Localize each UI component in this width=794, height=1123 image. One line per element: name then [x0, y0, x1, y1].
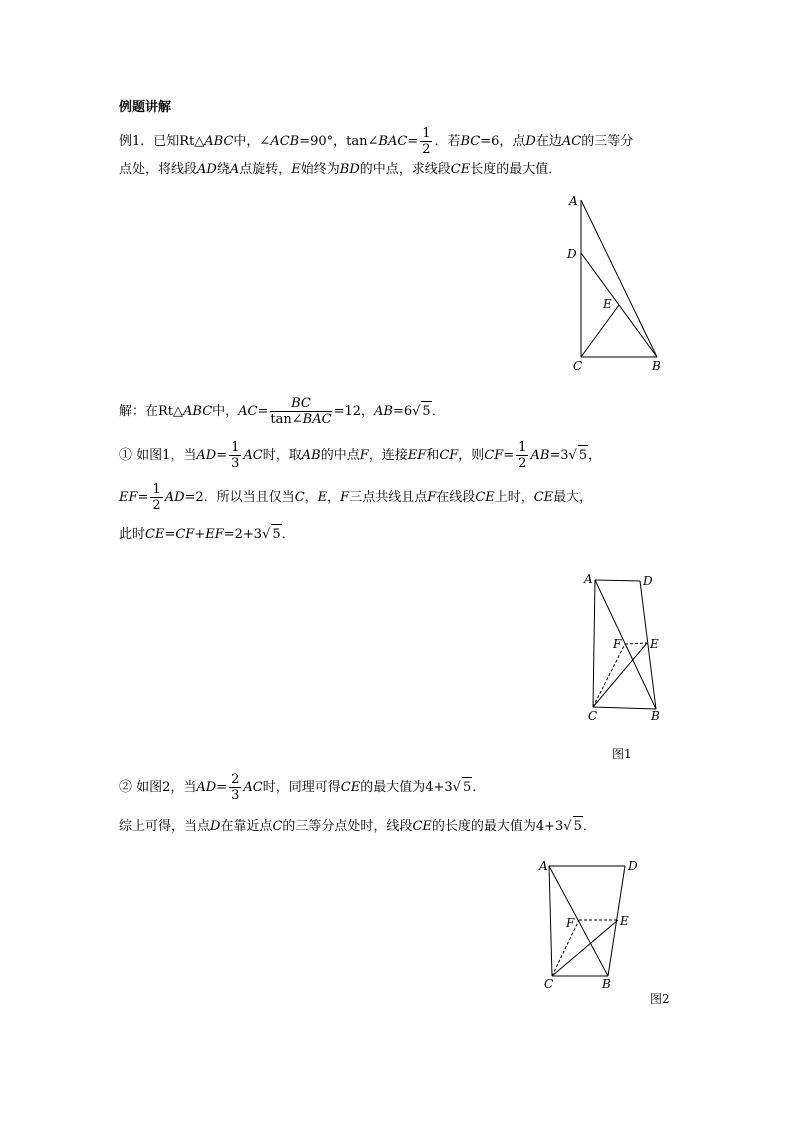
- section-title: 例题讲解: [119, 100, 172, 115]
- text: ① 如图1，当: [119, 448, 197, 463]
- problem-figure: [560, 190, 670, 375]
- text: ，则: [458, 448, 485, 463]
- text: =: [503, 448, 515, 463]
- math-var: E: [291, 162, 301, 177]
- text: 的三等分: [581, 134, 634, 149]
- segment-fe-dashed: [625, 643, 647, 644]
- figure-2: [535, 855, 645, 995]
- math-var: CE: [450, 162, 471, 177]
- segment-ce: [581, 305, 619, 357]
- radical-sign: √: [262, 527, 271, 542]
- math-var: AC: [561, 134, 582, 149]
- math-var: CE: [340, 780, 361, 795]
- denominator: 2: [152, 498, 161, 513]
- text: 的长度的最大值为4+3: [431, 819, 564, 834]
- math-var: EF: [407, 448, 427, 463]
- text: 上时，: [494, 490, 534, 505]
- text: ，: [588, 448, 602, 463]
- numerator: 2: [231, 772, 240, 787]
- label-c: C: [588, 709, 598, 723]
- radicand: 5: [462, 777, 472, 798]
- math-var: AC: [238, 404, 258, 419]
- math-var: C: [294, 490, 305, 505]
- label-e: E: [603, 297, 612, 311]
- fraction-bc-over-tan: [270, 396, 331, 427]
- fraction-one-half: [150, 482, 162, 513]
- label-a: A: [569, 194, 578, 208]
- radical-sign: √: [412, 404, 421, 419]
- figure-1: [580, 570, 670, 725]
- segment-ce: [593, 643, 647, 707]
- math-var: BC: [460, 134, 481, 149]
- math-var: AD: [196, 448, 217, 463]
- label-b: B: [652, 359, 661, 373]
- label-b: B: [651, 709, 660, 723]
- numerator: 1: [518, 440, 527, 455]
- denominator: 3: [231, 788, 240, 803]
- fraction-one-third: [229, 440, 241, 471]
- text: =: [257, 404, 269, 419]
- math-var: CE: [533, 490, 554, 505]
- solution-line: [119, 396, 445, 427]
- math-var: CF: [175, 527, 195, 542]
- denominator: 2: [518, 456, 527, 471]
- math-var: AB: [374, 404, 393, 419]
- fraction-one-half: [516, 440, 528, 471]
- denominator: 3: [231, 456, 240, 471]
- math-var: EF: [205, 527, 224, 542]
- text: =: [164, 527, 176, 542]
- label-b: B: [602, 977, 611, 991]
- text: 解：在Rt△: [119, 404, 184, 419]
- text: 综上可得，当点: [119, 819, 211, 834]
- text: ② 如图2，当: [119, 780, 197, 795]
- math-var: F: [427, 490, 437, 505]
- text: =2．所以当且仅当: [184, 490, 295, 505]
- label-a: A: [539, 859, 548, 873]
- label-d: D: [567, 247, 577, 261]
- conclusion-line: [119, 816, 596, 837]
- math-var: AC: [243, 448, 263, 463]
- math-var: CF: [439, 448, 459, 463]
- numerator: 1: [152, 482, 161, 497]
- math-var: D: [525, 134, 536, 149]
- label-f: F: [566, 916, 575, 930]
- label-c: C: [573, 359, 583, 373]
- radicand: 5: [578, 445, 588, 466]
- math-var: AD: [164, 490, 185, 505]
- math-var: A: [229, 162, 240, 177]
- text: =2+3: [223, 527, 263, 542]
- denominator: [270, 412, 331, 427]
- text: tan∠: [270, 412, 303, 427]
- text: 时，取: [262, 448, 302, 463]
- text: 和: [426, 448, 440, 463]
- text: 绕: [216, 162, 230, 177]
- segment-ac: [549, 866, 552, 976]
- text: 的中点: [320, 448, 360, 463]
- text: =90°，tan∠: [299, 134, 379, 149]
- math-var: ABC: [183, 404, 213, 419]
- text: ．若: [434, 134, 461, 149]
- text: 的中点，求线段: [359, 162, 451, 177]
- text: ．: [431, 404, 445, 419]
- math-var: CE: [475, 490, 495, 505]
- math-var: AD: [197, 162, 217, 177]
- text: 在靠近点: [220, 819, 273, 834]
- math-var: E: [317, 490, 328, 505]
- math-var: BD: [339, 162, 360, 177]
- text: =: [216, 780, 228, 795]
- math-var: EF: [119, 490, 138, 505]
- text: ，连接: [368, 448, 408, 463]
- label-a: A: [584, 572, 593, 586]
- math-var: CE: [145, 527, 165, 542]
- text: ．: [472, 780, 486, 795]
- math-var: AD: [196, 780, 217, 795]
- text: ．: [582, 819, 596, 834]
- math-var: ABC: [204, 134, 234, 149]
- problem-line-1: [119, 126, 633, 157]
- text: 点处，将线段: [119, 162, 198, 177]
- math-var: F: [359, 448, 369, 463]
- text: 例1．已知Rt△: [119, 134, 205, 149]
- segment-ac: [593, 580, 595, 707]
- figure-2-caption: 图2: [650, 992, 670, 1006]
- text: 中，: [212, 404, 239, 419]
- math-var: ACB: [270, 134, 300, 149]
- text: 的最大值为4+3: [360, 780, 453, 795]
- radicand: 5: [421, 401, 431, 422]
- label-e: E: [650, 637, 659, 651]
- text: 的三等分点处时，线段: [282, 819, 413, 834]
- case1-line-3: [119, 524, 295, 545]
- figure-1-caption: 图1: [612, 747, 632, 761]
- label-e: E: [620, 914, 629, 928]
- radical-sign: √: [568, 448, 577, 463]
- text: =: [216, 448, 228, 463]
- case1-line-2: [119, 482, 592, 513]
- numerator: 1: [422, 126, 431, 141]
- label-d: D: [643, 574, 653, 588]
- radicand: 5: [271, 524, 281, 545]
- math-var: CF: [484, 448, 504, 463]
- radical-sign: √: [452, 780, 461, 795]
- fraction-one-half: [420, 126, 432, 157]
- text: 三点共线且点: [349, 490, 428, 505]
- text: 时，同理可得: [262, 780, 341, 795]
- math-var: F: [340, 490, 350, 505]
- text: 中，∠: [233, 134, 271, 149]
- text: ．: [281, 527, 295, 542]
- math-var: BAC: [302, 412, 332, 427]
- math-var: CE: [412, 819, 432, 834]
- segment-ab: [595, 580, 656, 709]
- math-var: D: [210, 819, 221, 834]
- text: 此时: [119, 527, 146, 542]
- numerator: 1: [231, 440, 240, 455]
- radical-sign: √: [563, 819, 572, 834]
- text: 长度的最大值．: [470, 162, 562, 177]
- text: =3: [549, 448, 569, 463]
- case2-line: [119, 772, 485, 803]
- text: ，: [304, 490, 318, 505]
- math-var: AB: [301, 448, 321, 463]
- text: =: [137, 490, 149, 505]
- text: ，: [327, 490, 341, 505]
- segment-ab: [581, 200, 657, 357]
- text: 在边: [535, 134, 562, 149]
- segment-ad: [595, 580, 640, 581]
- text: =: [407, 134, 419, 149]
- problem-line-2: [119, 160, 561, 180]
- radicand: 5: [573, 816, 583, 837]
- math-var: BAC: [378, 134, 408, 149]
- segment-cb: [593, 707, 656, 709]
- label-c: C: [544, 977, 554, 991]
- case1-line-1: [119, 440, 601, 471]
- text: 在线段: [436, 490, 476, 505]
- label-d: D: [628, 859, 638, 873]
- numerator: BC: [270, 396, 331, 412]
- text: 最大，: [553, 490, 593, 505]
- math-var: AB: [530, 448, 550, 463]
- text: =6，点: [480, 134, 526, 149]
- label-f: F: [613, 637, 622, 651]
- text: 点旋转，: [239, 162, 292, 177]
- text: +: [194, 527, 206, 542]
- text: =12，: [333, 404, 374, 419]
- math-var: AC: [243, 780, 263, 795]
- text: =6: [392, 404, 413, 419]
- text: 始终为: [300, 162, 340, 177]
- math-var: C: [272, 819, 283, 834]
- fraction-two-thirds: [229, 772, 241, 803]
- denominator: 2: [422, 142, 431, 157]
- segment-ce: [552, 920, 618, 976]
